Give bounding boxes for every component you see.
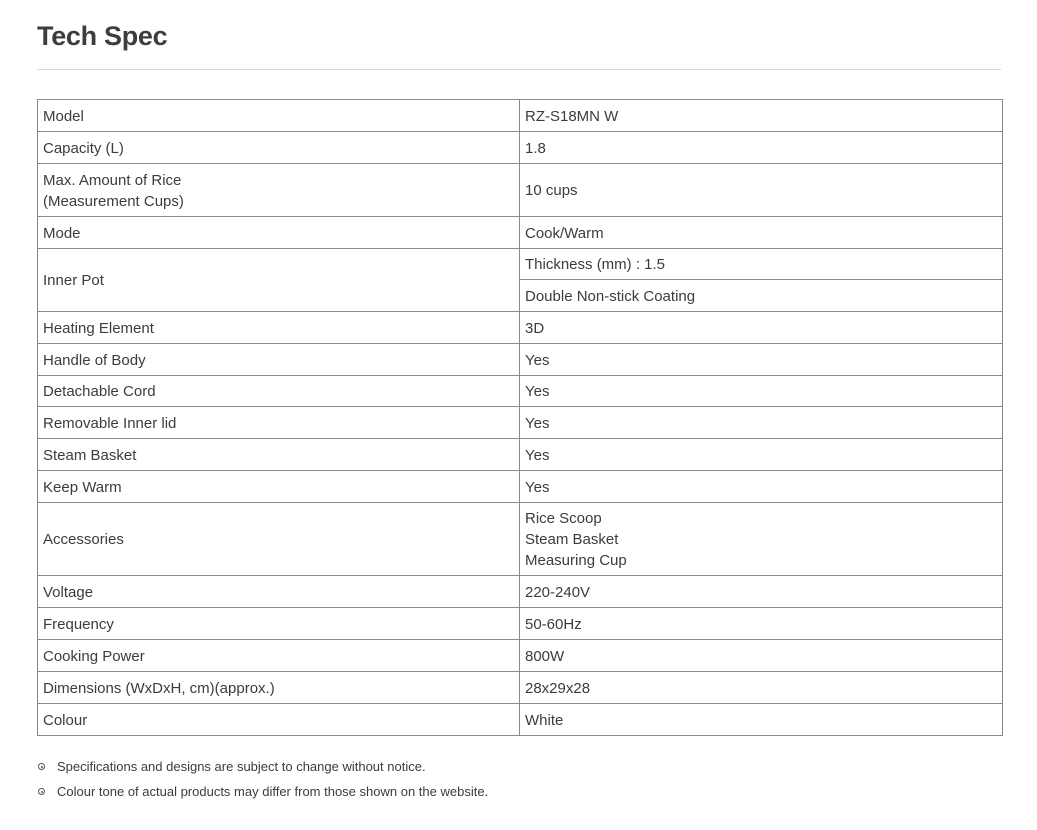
- table-row: [38, 471, 1003, 503]
- spec-label: Colour: [38, 704, 520, 736]
- spec-value: 28x29x28: [520, 672, 1003, 704]
- note-text: Specifications and designs are subject to change without notice.: [57, 759, 426, 774]
- table-row: [38, 704, 1003, 736]
- spec-value: Yes: [520, 407, 1003, 439]
- spec-label: Cooking Power: [38, 640, 520, 672]
- spec-label: Dimensions (WxDxH, cm)(approx.): [38, 672, 520, 704]
- table-row: [38, 608, 1003, 640]
- table-row: [38, 344, 1003, 376]
- circle-bullet-icon: [38, 763, 45, 770]
- spec-label: Removable Inner lid: [38, 407, 520, 439]
- spec-value: 10 cups: [520, 164, 1003, 217]
- spec-value: Yes: [520, 344, 1003, 376]
- table-row: [38, 439, 1003, 471]
- spec-table: [37, 99, 1003, 736]
- table-row: [38, 407, 1003, 439]
- spec-value: 1.8: [520, 132, 1003, 164]
- spec-value-line: Measuring Cup: [525, 552, 627, 569]
- table-row: [38, 640, 1003, 672]
- spec-label: Heating Element: [38, 312, 520, 344]
- title-divider: [37, 69, 1001, 70]
- spec-value: [520, 503, 1003, 576]
- spec-value-line: Rice Scoop: [525, 510, 602, 527]
- spec-value: Yes: [520, 471, 1003, 503]
- table-row: [38, 312, 1003, 344]
- spec-label-line: (Measurement Cups): [43, 192, 184, 210]
- table-row: [38, 249, 1003, 280]
- spec-value: RZ-S18MN W: [520, 100, 1003, 132]
- note-text: Colour tone of actual products may differ from those shown on the website.: [57, 784, 489, 799]
- spec-label: Accessories: [38, 503, 520, 576]
- spec-label: Inner Pot: [38, 249, 520, 312]
- table-row: [38, 217, 1003, 249]
- page-title: Tech Spec: [37, 21, 168, 51]
- spec-label: Voltage: [38, 576, 520, 608]
- spec-value: Yes: [520, 439, 1003, 471]
- spec-value: 3D: [520, 312, 1003, 344]
- spec-value: 800W: [520, 640, 1003, 672]
- circle-bullet-icon: [38, 788, 45, 795]
- spec-label: Steam Basket: [38, 439, 520, 471]
- spec-value: White: [520, 704, 1003, 736]
- table-row: [38, 376, 1003, 407]
- notes-list: [37, 758, 488, 808]
- table-row: [38, 503, 1003, 576]
- spec-label: Detachable Cord: [38, 376, 520, 407]
- spec-label: [38, 164, 520, 217]
- spec-value: Thickness (mm) : 1.5: [520, 249, 1003, 280]
- table-row: [38, 164, 1003, 217]
- table-row: [38, 100, 1003, 132]
- spec-value: Yes: [520, 376, 1003, 407]
- list-item: [37, 783, 488, 808]
- spec-label: Model: [38, 100, 520, 132]
- spec-value: 220-240V: [520, 576, 1003, 608]
- spec-label: Frequency: [38, 608, 520, 640]
- spec-value-line: Steam Basket: [525, 531, 619, 548]
- spec-value: 50-60Hz: [520, 608, 1003, 640]
- spec-label: Capacity (L): [38, 132, 520, 164]
- spec-value: Double Non-stick Coating: [520, 280, 1003, 312]
- spec-label: Handle of Body: [38, 344, 520, 376]
- spec-label: Mode: [38, 217, 520, 249]
- table-row: [38, 576, 1003, 608]
- list-item: [37, 758, 488, 783]
- spec-label-line: Max. Amount of Rice: [43, 171, 182, 189]
- spec-value: Cook/Warm: [520, 217, 1003, 249]
- table-row: [38, 672, 1003, 704]
- spec-label: Keep Warm: [38, 471, 520, 503]
- table-row: [38, 132, 1003, 164]
